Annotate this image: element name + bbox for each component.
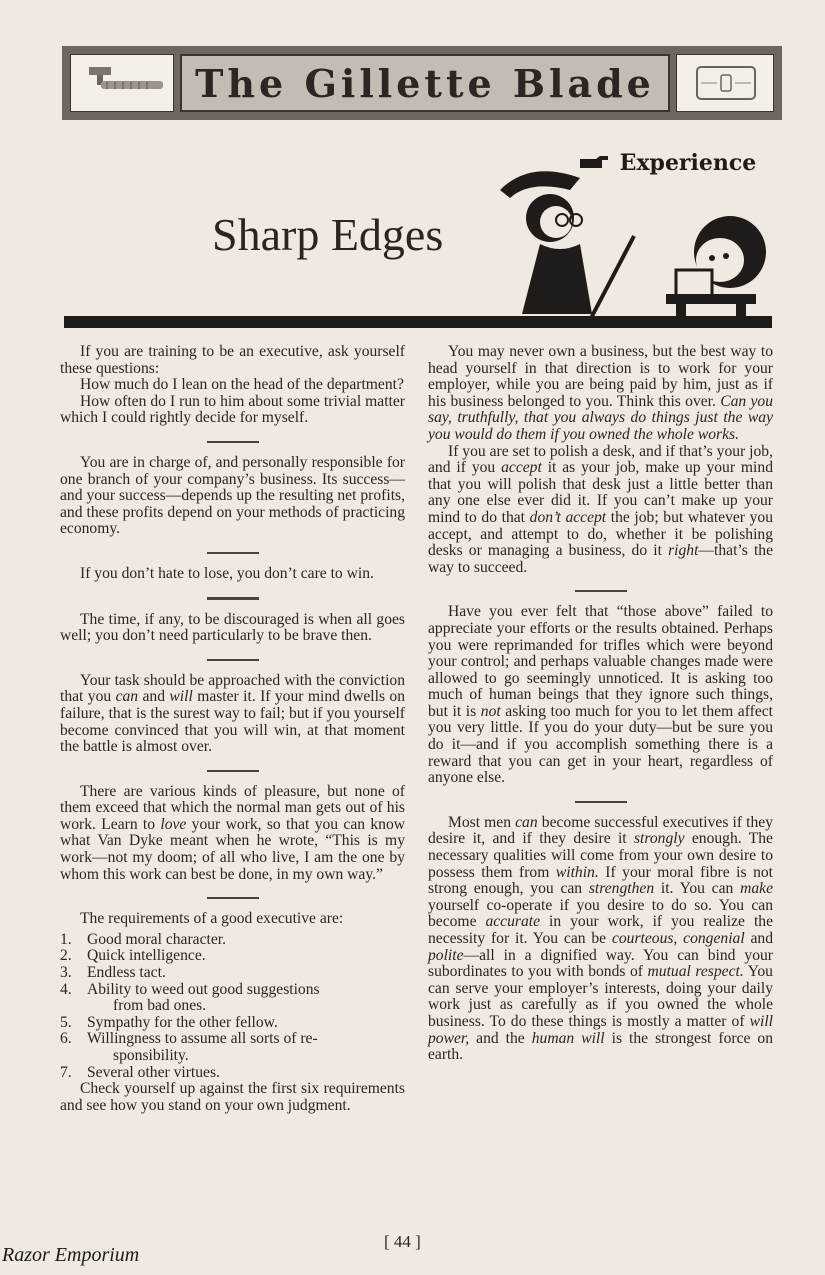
requirements-intro: The requirements of a good executive are:	[80, 910, 344, 928]
left-paragraph-6: There are various kinds of pleasure, but none of them exceed that which the normal man gets out of his work. Learn to love your work, so that you can know what Van Dyke meant when he wrote, “This is my work—not my doom; of all who live, I am the one by whom this work can best be done, in my own way.”	[60, 782, 405, 883]
left-question-2: How often do I run to him about some trivial matter which I could rightly decide for myself.	[60, 392, 405, 427]
left-paragraph-5: Your task should be approached with the conviction that you can and will master it. If your mind dwells on failure, that is the surest way to fail; but if you yourself become convinced that you will win, at that moment the battle is almost over.	[60, 671, 406, 756]
divider	[575, 590, 627, 592]
right-paragraph-4: Most men can become successful executives if they desire it, and if they desire it strongly enough. The necessary qualities will come from your own desire to possess them from within. If your moral fibre is not strong enough, you can strengthen it. You can make yourself co-operate if you desire to do so. You can become accurate in your work, if you realize the necessity for it. You can be courteous, congenial and polite—all in a dignified way. You can bind your subordinates to you with bonds of mutual respect. You can serve your employer’s interests, doing your daily work just as carefully as if you owned the whole business. To do these things is mostly a matter of will power, and the human will is the strongest force on earth.	[428, 813, 774, 1064]
divider	[207, 659, 259, 661]
right-column	[428, 344, 773, 1064]
left-intro: If you are training to be an executive, ask yourself these questions:	[60, 343, 405, 377]
left-column	[60, 344, 405, 1114]
divider	[207, 597, 259, 600]
left-paragraph-3: If you don’t hate to lose, you don’t care to win.	[80, 564, 374, 582]
divider	[207, 552, 259, 554]
list-item: 4. Ability to weed out good suggestions from bad ones.	[60, 980, 320, 1015]
right-paragraph-2: If you are set to polish a desk, and if that’s your job, and if you accept it as your job, make up your mind that you will polish that desk just a little better than any one else ever did it. If you can’t make up your mind to do that don’t accept the job; but whatever you accept, and attempt to do, whether it be polishing desks or managing a business, do it right—that’s the way to succeed.	[428, 442, 773, 576]
masthead-banner	[62, 46, 782, 120]
masthead-title-box	[180, 54, 670, 112]
right-paragraph-1: You may never own a business, but the best way to head yourself in that direction is to work for your employer, while you are being paid by him, just as if his business belonged to you. Think this over. Can you say, truthfully, that you always do things just the way you would do them if you owned the whole works.	[428, 343, 773, 443]
left-question-1: How much do I lean on the head of the department?	[80, 376, 404, 394]
list-item: 5. Sympathy for the other fellow.	[60, 1013, 278, 1031]
divider	[207, 897, 259, 899]
list-item: 7. Several other virtues.	[60, 1063, 220, 1081]
left-paragraph-8: Check yourself up against the first six requirements and see how you stand on your own judgment.	[60, 1080, 405, 1114]
header-rule	[64, 316, 772, 328]
watermark: Razor Emporium	[2, 1244, 140, 1266]
divider	[207, 770, 259, 772]
right-paragraph-3: Have you ever felt that “those above” failed to appreciate your efforts or the results obtained. Perhaps you were reprimanded for trifles which were beyond your control; and perhaps valuable changes made were allowed to go seemingly unnoticed. It is asking too much of human beings that they ignore such things, but it is not asking too much for you to let them affect you very little. If you do your duty—but be sure you do it—and if you accomplish something there is a reward that you can get in your heart, regardless of anyone else.	[428, 603, 774, 787]
blade-illustration	[676, 54, 774, 112]
requirements-list	[60, 932, 405, 1081]
section-label-text: Experience	[619, 150, 757, 176]
article-title: Sharp Edges	[212, 209, 444, 260]
list-item: 6. Willingness to assume all sorts of re- sponsibility.	[60, 1030, 318, 1064]
list-item: 3. Endless tact.	[60, 964, 166, 982]
divider	[575, 801, 627, 803]
list-item: 2. Quick intelligence.	[60, 947, 206, 965]
left-paragraph-4: The time, if any, to be discouraged is when all goes well; you don’t need particularly to be brave then.	[60, 610, 405, 645]
list-item: 1. Good moral character.	[60, 930, 226, 948]
left-paragraph-2: You are in charge of, and personally responsible for one branch of your company’s business. Its success—and your success—depends up the resulting net profits, and these profits depend on your methods of practicing economy.	[60, 453, 405, 538]
divider	[207, 441, 259, 443]
razor-illustration	[70, 54, 174, 112]
page-number: [ 44 ]	[384, 1232, 421, 1251]
cartoon-illustration	[480, 160, 780, 330]
publication-title: The Gillette Blade	[195, 60, 655, 106]
